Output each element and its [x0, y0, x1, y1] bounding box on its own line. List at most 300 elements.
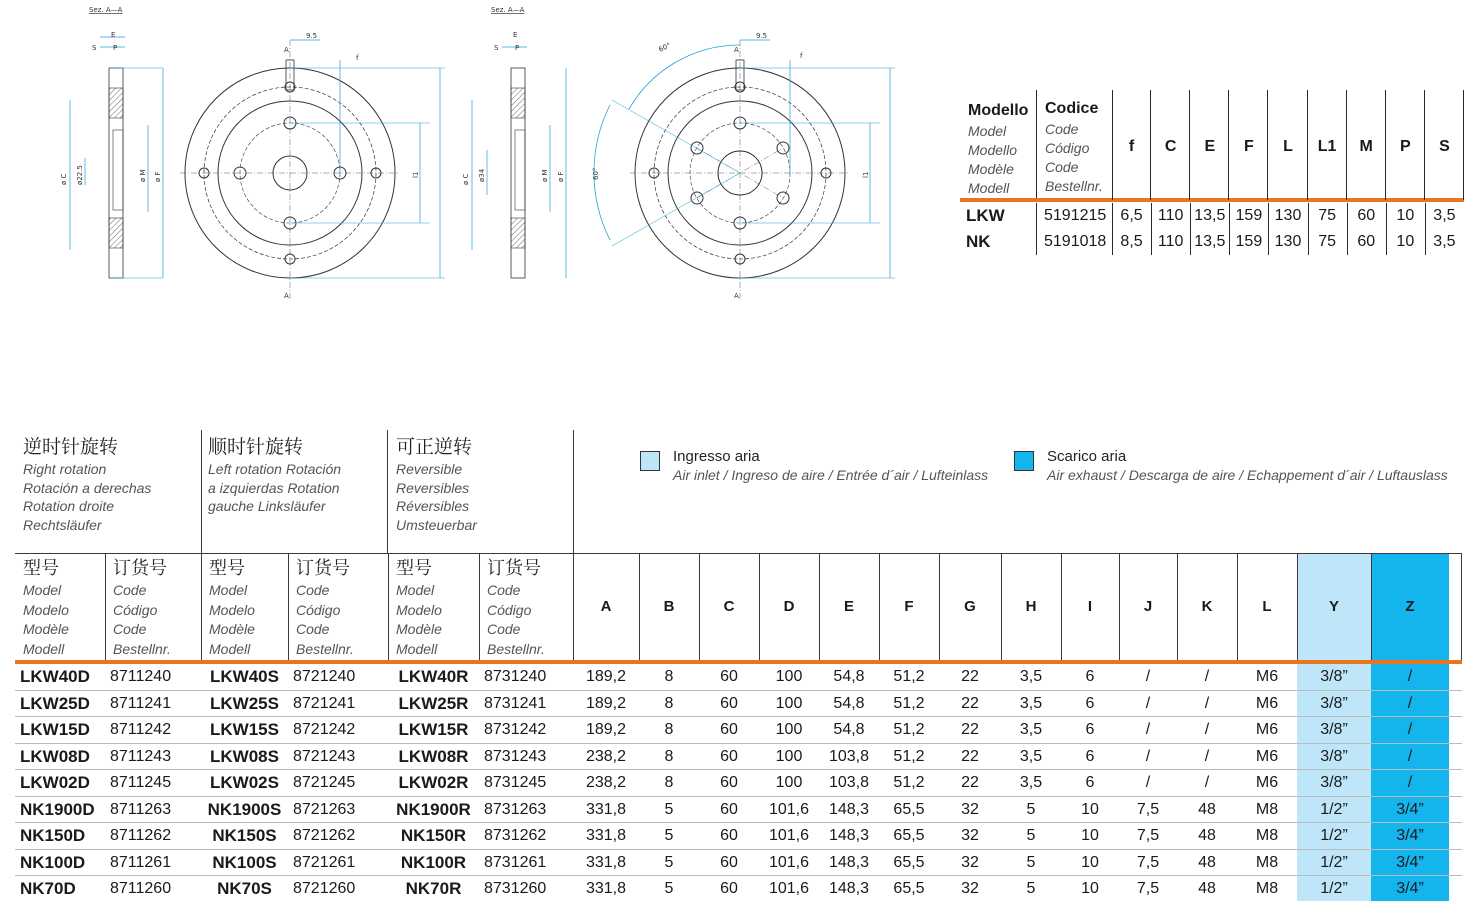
block-line: Rotation droite: [23, 498, 115, 514]
code-cell: 8731243: [484, 747, 547, 765]
section-label: Sez. A—A: [89, 6, 123, 14]
air-exhaust-swatch: [1014, 451, 1034, 471]
value-cell: 189,2: [585, 721, 627, 738]
spec-value: 8,5: [1120, 233, 1143, 250]
front-view-nk: [592, 32, 895, 300]
spec-value: 13,5: [1194, 233, 1226, 250]
model-cell: LKW02D: [20, 773, 90, 792]
spec-value: 60: [1357, 233, 1376, 250]
model-cell: LKW15S: [210, 720, 279, 739]
value-cell: 1/2”: [1320, 800, 1348, 818]
model-cell: NK150D: [20, 826, 86, 845]
dim-m: ø M: [139, 169, 147, 182]
code-cell: 8711240: [110, 668, 172, 685]
row-divider: [15, 743, 1462, 744]
model-cell: NK150S: [212, 826, 277, 845]
value-cell: 8: [664, 774, 674, 791]
spec-value: 10: [1396, 233, 1415, 250]
spec-value: 130: [1274, 207, 1302, 224]
table-head-code: [113, 557, 201, 659]
code-cell: 8721261: [293, 853, 356, 871]
value-cell: /: [1204, 721, 1210, 738]
col-divider: [388, 553, 389, 660]
value-cell: M6: [1255, 774, 1279, 791]
block-line: Reversibles: [396, 479, 470, 496]
code-cell: 8711245: [110, 774, 172, 791]
value-cell: 6: [1085, 747, 1095, 765]
row-divider: [15, 822, 1462, 823]
value-cell: 48: [1198, 827, 1216, 844]
dim-l1: l1: [412, 171, 420, 178]
value-cell: 32: [961, 853, 979, 871]
value-cell: M6: [1255, 668, 1279, 685]
head-lang: Código: [487, 601, 532, 618]
value-cell: 8: [664, 747, 674, 765]
block-line: a izquierdas Rotation: [208, 479, 340, 496]
spec-value: 10: [1396, 207, 1415, 224]
value-cell: 100: [775, 774, 803, 791]
value-cell: 54,8: [833, 694, 865, 712]
col-header-d: D: [783, 598, 795, 615]
value-cell: /: [1204, 747, 1210, 765]
spec-col-header: L1: [1317, 138, 1337, 155]
head-cn: 型号: [23, 558, 59, 579]
col-header-c: C: [723, 598, 735, 615]
dim-34: ø34: [478, 168, 486, 182]
value-cell: 65,5: [893, 827, 925, 844]
model-cell: NK1900D: [20, 799, 95, 819]
value-cell: 100: [775, 694, 803, 712]
spec-col-header: C: [1164, 138, 1177, 155]
value-cell: 60: [720, 880, 738, 897]
value-cell: /: [1204, 774, 1210, 791]
marker-a-top: A: [284, 46, 289, 54]
code-cell: 8711242: [110, 721, 172, 738]
code-cell: 8721240: [293, 668, 356, 685]
value-cell: /: [1204, 694, 1210, 712]
value-cell: /: [1204, 668, 1210, 685]
head-label: Modello: [968, 102, 1029, 119]
value-cell: 7,5: [1136, 800, 1160, 818]
front-view-lkw: [180, 32, 445, 300]
value-cell: 103,8: [828, 747, 870, 765]
value-cell: 103,8: [828, 774, 870, 791]
spec-col-line: [1463, 90, 1464, 200]
head-lang: Bestellnr.: [296, 640, 354, 657]
dim-l1-2: l1: [862, 171, 870, 178]
value-cell: 6: [1085, 668, 1095, 685]
value-cell: 60: [720, 694, 738, 712]
head-lang: Code: [487, 582, 521, 598]
head-lang: Model: [968, 123, 1007, 139]
model-cell: LKW15D: [20, 720, 90, 739]
value-cell: 22: [961, 774, 979, 791]
value-cell: 3/8”: [1320, 774, 1348, 791]
head-lang: Modelo: [23, 601, 69, 618]
value-cell: 5: [664, 800, 674, 818]
spec-code: 5191018: [1044, 233, 1107, 250]
head-lang: Modèle: [23, 621, 69, 637]
model-cell: LKW08R: [398, 746, 469, 766]
value-cell: 54,8: [833, 668, 865, 685]
model-cell: LKW40S: [210, 667, 279, 686]
head-lang: Code: [1045, 121, 1079, 137]
value-cell: 101,6: [768, 827, 810, 844]
model-cell: LKW02R: [398, 773, 469, 792]
value-cell: 10: [1081, 800, 1099, 818]
table-head-model: [209, 557, 288, 659]
table-head-model: [23, 557, 105, 659]
code-cell: 8731241: [484, 694, 547, 712]
value-cell: 51,2: [893, 774, 925, 791]
col-header-f: F: [904, 598, 914, 615]
head-lang: Modèle: [396, 621, 442, 637]
head-lang: Modelo: [396, 601, 442, 618]
spec-code: 5191215: [1044, 207, 1107, 224]
model-cell: LKW15R: [398, 720, 469, 739]
head-lang: Modèle: [968, 161, 1014, 177]
head-lang: Modelo: [209, 601, 255, 618]
value-cell: 148,3: [828, 880, 870, 897]
model-cell: LKW25D: [20, 693, 90, 713]
value-cell: 7,5: [1136, 880, 1160, 897]
value-cell: 65,5: [893, 853, 925, 871]
spec-head-model: [968, 100, 1038, 198]
table-head-model: [396, 557, 479, 659]
spec-col-header: M: [1359, 138, 1373, 155]
value-cell: 48: [1198, 800, 1216, 818]
head-lang: Modell: [23, 640, 65, 657]
model-cell: LKW25R: [398, 693, 469, 713]
head-lang: Model: [209, 582, 248, 598]
head-lang: Code: [296, 582, 330, 598]
value-cell: 10: [1081, 827, 1099, 844]
col-header-k: K: [1201, 598, 1213, 615]
section-label-2: Sez. A—A: [491, 6, 525, 14]
value-cell: 32: [961, 800, 979, 818]
value-cell: 51,2: [893, 747, 925, 765]
spec-value: 75: [1318, 207, 1336, 224]
exhaust-text: Air exhaust / Descarga de aire / Echappement d´air / Luftauslass: [1047, 467, 1448, 483]
main-table: [15, 553, 1462, 901]
value-cell: 3/4”: [1396, 800, 1424, 818]
value-cell: 48: [1198, 853, 1216, 871]
angle-60-left: 60°: [592, 167, 600, 180]
code-cell: 8721263: [293, 800, 356, 818]
head-cn: 型号: [209, 558, 245, 579]
value-cell: M8: [1255, 800, 1279, 818]
value-cell: 100: [775, 668, 803, 685]
air-inlet-swatch: [640, 451, 660, 471]
value-cell: 51,2: [893, 668, 925, 685]
table-top-line: [15, 553, 1462, 554]
block-line: gauche Linksläufer: [208, 498, 326, 514]
block-line: Left rotation Rotación: [208, 461, 342, 477]
dim-e: E: [111, 31, 116, 39]
value-cell: 101,6: [768, 800, 810, 818]
dim-p: P: [113, 44, 118, 52]
head-cn: 型号: [396, 558, 432, 579]
code-cell: 8721245: [293, 774, 356, 791]
value-cell: 51,2: [893, 694, 925, 712]
spec-value: 75: [1318, 233, 1336, 250]
spec-col-header: P: [1399, 138, 1411, 155]
block-line: Reversible: [396, 461, 463, 477]
head-lang: Code: [113, 621, 147, 637]
dim-f-small: f: [356, 54, 359, 62]
head-lang: Modell: [396, 640, 438, 657]
technical-drawings: [0, 0, 960, 310]
dim-c-2: ø C: [462, 173, 470, 185]
value-cell: /: [1407, 774, 1413, 791]
spec-col-header: f: [1128, 138, 1135, 155]
value-cell: 189,2: [585, 694, 627, 712]
col-divider: [201, 553, 202, 660]
dim-m-2: ø M: [541, 169, 549, 182]
table-head-code: [296, 557, 388, 659]
value-cell: 189,2: [585, 668, 627, 685]
dim-225: ø22.5: [76, 165, 84, 185]
block-title-cn: 顺时针旋转: [208, 436, 304, 458]
value-cell: 60: [720, 774, 738, 791]
value-cell: 3/8”: [1320, 668, 1348, 685]
dim-f: ø F: [154, 171, 162, 182]
dim-p-2: P: [515, 44, 520, 52]
value-cell: 101,6: [768, 880, 810, 897]
code-cell: 8731261: [484, 853, 547, 871]
value-cell: 65,5: [893, 880, 925, 897]
head-lang: Code: [296, 621, 330, 637]
value-cell: 3,5: [1019, 694, 1043, 712]
value-cell: /: [1145, 668, 1151, 685]
value-cell: M8: [1255, 880, 1279, 897]
head-lang: Model: [396, 582, 435, 598]
spec-col-header: F: [1243, 138, 1254, 155]
value-cell: 1/2”: [1320, 853, 1348, 871]
col-header-i: I: [1087, 598, 1093, 615]
model-cell: LKW08D: [20, 746, 90, 766]
value-cell: M8: [1255, 827, 1279, 844]
dim-f-small-2: f: [800, 52, 803, 60]
value-cell: 331,8: [585, 800, 627, 818]
value-cell: 331,8: [585, 827, 627, 844]
value-cell: 10: [1081, 853, 1099, 871]
value-cell: 3/8”: [1320, 694, 1348, 712]
value-cell: 32: [961, 827, 979, 844]
spec-head-code: [1045, 98, 1115, 196]
col-divider: [105, 553, 106, 660]
value-cell: 22: [961, 747, 979, 765]
value-cell: 6: [1085, 774, 1095, 791]
spec-value: 110: [1157, 233, 1184, 250]
block-line: Umsteuerbar: [396, 516, 477, 533]
value-cell: M6: [1255, 721, 1279, 738]
dim-s: S: [92, 44, 97, 52]
value-cell: 238,2: [585, 774, 627, 791]
block-line: Réversibles: [396, 498, 470, 514]
model-cell: NK150R: [400, 826, 467, 845]
value-cell: 60: [720, 853, 738, 871]
row-divider: [15, 849, 1462, 850]
model-cell: NK1900R: [396, 799, 471, 819]
spec-model: NK: [966, 232, 991, 251]
value-cell: 5: [1026, 827, 1036, 844]
dim-s-2: S: [494, 44, 499, 52]
value-cell: 3/8”: [1320, 721, 1348, 738]
inlet-title: Ingresso aria: [673, 448, 760, 465]
value-cell: /: [1407, 721, 1413, 738]
value-cell: 5: [664, 827, 674, 844]
air-exhaust-legend: [1047, 447, 1448, 485]
angle-60-top: 60°: [657, 41, 673, 54]
value-cell: 32: [961, 880, 979, 897]
spec-value: 159: [1235, 207, 1263, 224]
spec-row-vline: [1036, 229, 1037, 255]
col-header-j: J: [1143, 598, 1153, 615]
head-lang: Modell: [209, 640, 251, 657]
value-cell: 60: [720, 800, 738, 818]
value-cell: 60: [720, 747, 738, 765]
spec-value: 130: [1274, 233, 1302, 250]
value-cell: /: [1407, 747, 1413, 765]
value-cell: 60: [720, 721, 738, 738]
col-header-z: Z: [1405, 598, 1415, 615]
value-cell: 331,8: [585, 853, 627, 871]
code-cell: 8731263: [484, 800, 547, 818]
value-cell: 3/4”: [1396, 827, 1424, 844]
value-cell: 1/2”: [1320, 880, 1348, 897]
value-cell: /: [1145, 774, 1151, 791]
model-cell: LKW40R: [398, 667, 469, 686]
code-cell: 8711241: [110, 694, 172, 712]
head-lang: Model: [23, 582, 62, 598]
code-cell: 8731245: [484, 774, 547, 791]
model-cell: NK100D: [20, 852, 86, 872]
code-cell: 8721243: [293, 747, 356, 765]
value-cell: 10: [1081, 880, 1099, 897]
value-cell: 8: [664, 694, 674, 712]
value-cell: 3,5: [1019, 721, 1043, 738]
head-cn: 订货号: [487, 558, 541, 579]
spec-value: 110: [1157, 207, 1184, 224]
air-inlet-legend: [673, 447, 988, 485]
table-head-code: [487, 557, 573, 659]
code-cell: 8731240: [484, 668, 547, 685]
code-cell: 8711260: [110, 880, 172, 897]
head-lang: Bestellnr.: [113, 640, 171, 657]
spec-col-header: S: [1439, 138, 1450, 155]
dim-9-5-2: 9.5: [756, 32, 768, 40]
col-header-b: B: [663, 598, 675, 615]
value-cell: 60: [720, 827, 738, 844]
dim-9-5: 9.5: [306, 32, 318, 40]
head-lang: Modello: [968, 142, 1018, 158]
value-cell: 331,8: [585, 880, 627, 897]
value-cell: 100: [775, 721, 803, 738]
col-header-a: A: [600, 598, 612, 615]
inlet-text: Air inlet / Ingreso de aire / Entrée d´air / Lufteinlass: [673, 467, 989, 483]
model-cell: LKW02S: [210, 773, 279, 792]
value-cell: 22: [961, 694, 979, 712]
row-divider: [15, 796, 1462, 797]
value-cell: 5: [1026, 800, 1036, 818]
spec-value: 3,5: [1433, 207, 1456, 224]
code-cell: 8711263: [110, 800, 172, 818]
head-cn: 订货号: [296, 558, 350, 579]
section-view-lkw: [60, 6, 163, 278]
col-header-g: G: [964, 598, 976, 615]
value-cell: 5: [664, 853, 674, 871]
head-lang: Bestellnr.: [487, 640, 545, 657]
value-cell: 6: [1085, 721, 1095, 738]
value-cell: 5: [664, 880, 674, 897]
col-header-e: E: [843, 598, 854, 615]
value-cell: 3,5: [1019, 747, 1043, 765]
value-cell: 22: [961, 721, 979, 738]
col-divider: [479, 553, 480, 660]
value-cell: 6: [1085, 694, 1095, 712]
row-divider: [15, 690, 1462, 691]
value-cell: 5: [1026, 880, 1036, 897]
value-cell: 148,3: [828, 827, 870, 844]
value-cell: 101,6: [768, 853, 810, 871]
head-lang: Código: [296, 601, 341, 618]
head-lang: Code: [1045, 159, 1079, 175]
dim-f-2: ø F: [557, 171, 565, 182]
head-lang: Code: [113, 582, 147, 598]
model-cell: LKW08S: [210, 746, 279, 766]
value-cell: 60: [720, 668, 738, 685]
value-cell: /: [1145, 721, 1151, 738]
spec-model: LKW: [966, 206, 1005, 225]
value-cell: 3,5: [1019, 668, 1043, 685]
marker-a-top-2: A: [734, 46, 739, 54]
spec-table: [960, 90, 1464, 260]
value-cell: /: [1407, 668, 1413, 685]
block-line: Rotación a derechas: [23, 479, 152, 496]
model-cell: NK100R: [400, 852, 467, 872]
row-divider: [15, 769, 1462, 770]
head-lang: Modell: [968, 180, 1010, 196]
head-lang: Bestellnr.: [1045, 178, 1103, 194]
head-lang: Código: [113, 601, 158, 618]
model-cell: NK1900S: [207, 799, 282, 819]
value-cell: M8: [1255, 853, 1279, 871]
code-cell: 8721242: [293, 721, 356, 738]
value-cell: 22: [961, 668, 979, 685]
code-cell: 8721262: [293, 827, 356, 844]
code-cell: 8721260: [293, 880, 356, 897]
head-lang: Código: [1045, 140, 1090, 156]
model-cell: NK100S: [212, 852, 277, 872]
col-divider: [288, 553, 289, 660]
section-view-nk: [462, 6, 566, 278]
value-cell: 65,5: [893, 800, 925, 818]
block-line: Rechtsläufer: [23, 516, 102, 533]
spec-col-header: E: [1204, 138, 1216, 155]
value-cell: /: [1145, 694, 1151, 712]
marker-a-bottom-2: A: [734, 292, 739, 300]
dim-c: ø C: [60, 173, 68, 185]
code-cell: 8731262: [484, 827, 547, 844]
value-cell: 3,5: [1019, 774, 1043, 791]
spec-value: 159: [1235, 233, 1263, 250]
spec-col-header: L: [1283, 138, 1293, 155]
col-header-l: L: [1262, 598, 1272, 615]
row-divider: [15, 716, 1462, 717]
col-divider: [1461, 553, 1462, 660]
head-lang: Modèle: [209, 621, 255, 637]
